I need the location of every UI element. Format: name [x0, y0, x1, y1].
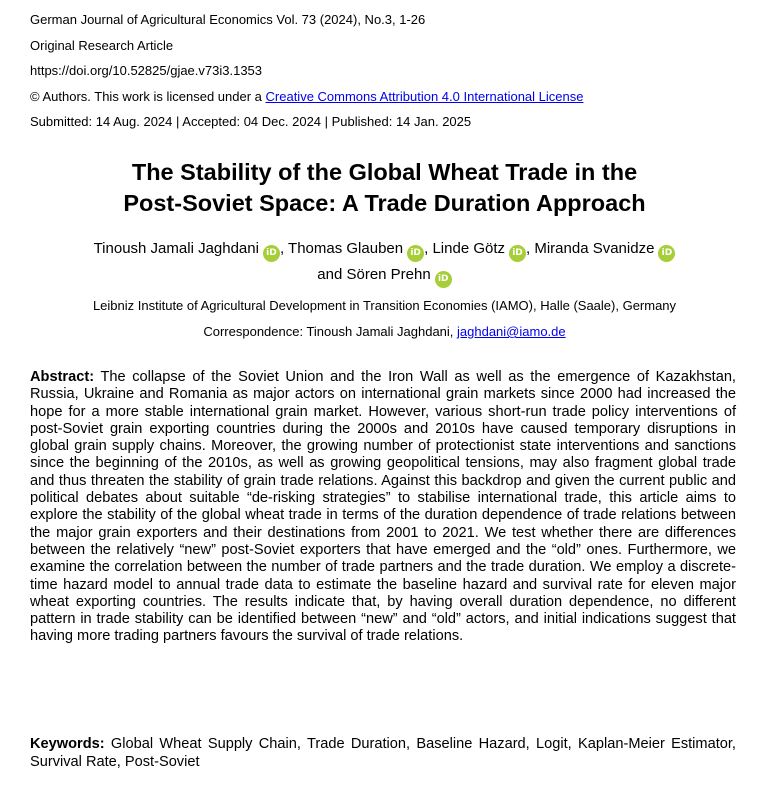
keywords-text: Global Wheat Supply Chain, Trade Duration, Baseline Hazard, Logit, Kaplan-Meier Estimator, Survival Rate, Post-Soviet [30, 736, 736, 770]
email-link[interactable]: jaghdani@iamo.de [457, 324, 566, 339]
affiliation: Leibniz Institute of Agricultural Development in Transition Economies (IAMO), Halle (Saale), Germany [92, 298, 677, 313]
author-line-1 [0, 236, 769, 262]
abstract-label: Abstract: [30, 369, 95, 385]
doi-line: https://doi.org/10.52825/gjae.v73i3.1353 [30, 63, 263, 78]
author-2: Thomas Glauben [288, 240, 404, 257]
author-5: Sören Prehn [346, 266, 431, 283]
correspondence [0, 324, 769, 340]
journal-line: German Journal of Agricultural Economics Vol. 73 (2024), No.3, 1-26 [30, 12, 426, 27]
keywords-label: Keywords: [30, 736, 105, 752]
abstract-text: The collapse of the Soviet Union and the Iron Wall as well as the emergence of Kazakhstan, Russia, Ukraine and Romania as major actors on international grain markets since 2000 had increased the hope for a more stable international grain market. However, various short-run trade policy interventions of post-Soviet grain exporting countries during the 2000s and 2010s have caused temporary disruptions in global grain supply chains. Moreover, the growing number of protectionist state interventions and sanctions since the beginning of the 2010s, as well as growing geopolitical tensions, may also fragment global trade and thus threaten the stability of grain trade relations. Against this backdrop and given the current public and political debates about suitable “de-risking strategies” to stabilise international trade, this article aims to explore the stability of the global wheat trade in terms of the duration dependence of trade relations between the major grain exporters and their destinations from 2001 to 2021. We test whether there are differences between the relatively “new” post-Soviet exporters that have emerged and the “old” ones. Furthermore, we examine the correlation between the number of trade partners and the trade duration. We employ a discrete-time hazard model to annual trade data to estimate the baseline hazard and survival rate for eleven major wheat exporting countries. The results indicate that, by having overall duration dependence, no different pattern in trade stability can be identified between “new” and “old” actors, and initial indications suggest that having more trading partners favours the survival of trade relations. [30, 369, 736, 645]
license-link[interactable]: Creative Commons Attribution 4.0 International License [265, 89, 584, 104]
keywords [30, 735, 736, 771]
paper-title [0, 157, 769, 219]
dates-line: Submitted: 14 Aug. 2024 | Accepted: 04 Dec. 2024 | Published: 14 Jan. 2025 [30, 114, 472, 129]
author-4: Miranda Svanidze [534, 240, 655, 257]
correspondence-prefix: Correspondence: Tinoush Jamali Jaghdani, [203, 324, 458, 339]
author-3: Linde Götz [432, 240, 505, 257]
orcid-icon[interactable]: iD [263, 245, 280, 262]
orcid-icon[interactable]: iD [435, 271, 452, 288]
author-separator: , [424, 240, 433, 257]
article-type: Original Research Article [30, 38, 174, 53]
orcid-icon[interactable]: iD [407, 245, 424, 262]
license-line [30, 89, 583, 105]
author-1: Tinoush Jamali Jaghdani [93, 240, 259, 257]
title-line-1: The Stability of the Global Wheat Trade in the [131, 159, 638, 185]
title-line-2: Post-Soviet Space: A Trade Duration Approach [123, 190, 646, 216]
license-prefix: © Authors. This work is licensed under a [30, 89, 266, 104]
orcid-icon[interactable]: iD [509, 245, 526, 262]
author-separator: , [279, 240, 289, 257]
abstract [30, 369, 736, 646]
author-line-2 [0, 262, 769, 288]
orcid-icon[interactable]: iD [658, 245, 675, 262]
author-list [0, 236, 769, 288]
author-conjunction: and [317, 266, 347, 283]
author-separator: , [526, 240, 535, 257]
